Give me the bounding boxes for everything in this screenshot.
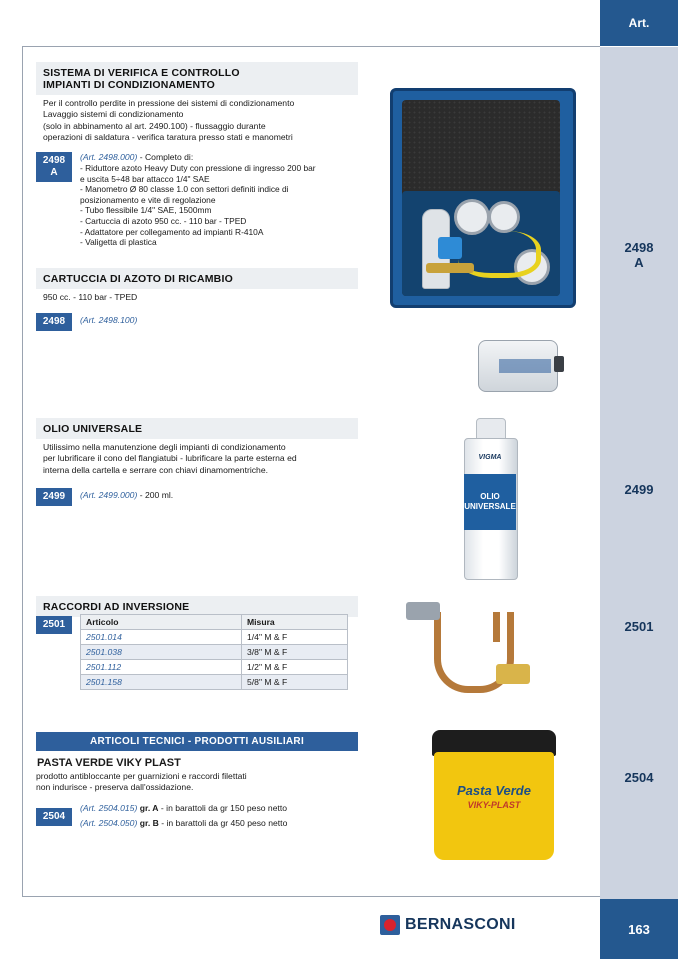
desc-line: prodotto antibloccante per guarnizioni e raccordi filettati bbox=[36, 771, 247, 781]
section-title-pasta: PASTA VERDE VIKY PLAST bbox=[37, 757, 181, 769]
verifica-spec-block bbox=[80, 152, 370, 248]
code-badge-2504[interactable] bbox=[36, 806, 72, 826]
title-line-1: SISTEMA DI VERIFICA E CONTROLLO bbox=[43, 67, 240, 79]
page-number: 163 bbox=[600, 899, 678, 959]
section-desc-cartuccia: 950 cc. - 110 bar - TPED bbox=[43, 292, 138, 302]
code-badge-2498[interactable] bbox=[36, 311, 72, 331]
section-title-verifica bbox=[36, 62, 358, 95]
product-image-pasta-verde-jar bbox=[432, 730, 556, 862]
code-value: 2501 bbox=[36, 616, 72, 634]
pasta-grade: gr. B bbox=[139, 818, 159, 828]
cell-articolo: 2501.158 bbox=[81, 675, 242, 690]
cell-misura: 5/8" M & F bbox=[242, 675, 348, 690]
regulator-body bbox=[438, 237, 462, 259]
desc-line: operazioni di saldatura - verifica taratura presso stati e manometri bbox=[43, 132, 293, 143]
bottom-rule bbox=[22, 896, 600, 897]
cell-misura: 1/4" M & F bbox=[242, 630, 348, 645]
art-ref-tail: - Completo di: bbox=[139, 152, 194, 162]
pasta-row-a bbox=[80, 803, 287, 814]
section-olio bbox=[36, 418, 358, 476]
rail-divider bbox=[600, 46, 678, 47]
page-side-index bbox=[600, 0, 678, 959]
art-ref: (Art. 2499.000) bbox=[80, 490, 138, 500]
product-image-nitrogen-cartridge bbox=[470, 330, 564, 402]
case-tray bbox=[402, 191, 560, 296]
section-title-raccordi: RACCORDI AD INVERSIONE bbox=[36, 596, 358, 617]
code-value: 2504 bbox=[36, 808, 72, 826]
code-suffix: A bbox=[50, 167, 58, 178]
spec-item: - Adattatore per collegamento ad impianti R-410A bbox=[80, 226, 264, 237]
art-ref: (Art. 2504.050) bbox=[80, 818, 138, 828]
raccordi-table bbox=[80, 614, 348, 690]
rail-header: Art. bbox=[600, 0, 678, 46]
code-badge-2498a[interactable] bbox=[36, 152, 72, 182]
desc-line: interna della cartella e serrare con chiavi dinamomentriche. bbox=[43, 464, 268, 475]
pressure-gauge-icon bbox=[488, 201, 520, 233]
spec-item: posizionamento e vite di regolazione bbox=[80, 194, 216, 205]
bernasconi-logo-icon bbox=[380, 915, 400, 935]
spec-item: - Riduttore azoto Heavy Duty con pressione di ingresso 200 bar bbox=[80, 163, 316, 173]
pasta-text: - in barattoli da gr 150 peso netto bbox=[160, 803, 288, 813]
section-desc-olio bbox=[36, 439, 358, 476]
pasta-row-b bbox=[80, 818, 287, 829]
rail-item-suffix: A bbox=[634, 255, 644, 270]
table-row bbox=[81, 645, 348, 660]
jar-label-sub: VIKY-PLAST bbox=[467, 800, 521, 810]
code-value: 2499 bbox=[36, 488, 72, 506]
desc-line: Per il controllo perdite in pressione dei sistemi di condizionamento bbox=[43, 98, 295, 108]
col-articolo: Articolo bbox=[81, 615, 242, 630]
desc-line: Lavaggio sistemi di condizionamento bbox=[43, 109, 184, 120]
desc-line: per lubrificare il cono del flangiatubi - lubrificare la parte esterna ed bbox=[43, 453, 297, 464]
jar-label-main: Pasta Verde bbox=[457, 783, 531, 798]
rail-item-2498[interactable] bbox=[600, 240, 678, 270]
brand-logo bbox=[380, 915, 516, 935]
title-line-2: IMPIANTI DI CONDIZIONAMENTO bbox=[43, 79, 216, 91]
product-image-raccordo-inversione bbox=[400, 600, 560, 696]
pasta-text: - in barattoli da gr 450 peso netto bbox=[161, 818, 288, 828]
rail-item-code: 2498 bbox=[624, 240, 654, 255]
desc-line: Utilissimo nella manutenzione degli impianti di condizionamento bbox=[43, 442, 286, 452]
spec-list bbox=[80, 163, 370, 248]
brand-name: BERNASCONI bbox=[405, 916, 516, 933]
desc-line: (solo in abbinamento al art. 2490.100) - flussaggio durante bbox=[43, 120, 266, 131]
spec-item: e uscita 5÷48 bar attacco 1/4" SAE bbox=[80, 173, 210, 184]
olio-art-ref-line bbox=[80, 490, 173, 501]
rail-item-code: 2501 bbox=[624, 619, 654, 634]
spec-item: - Cartuccia di azoto 950 cc. - 110 bar - TPED bbox=[80, 215, 247, 226]
can-label-line-2: UNIVERSALE bbox=[464, 502, 516, 511]
art-ref-tail: - 200 ml. bbox=[139, 490, 174, 500]
code-badge-2499[interactable] bbox=[36, 486, 72, 506]
code-value: 2498 bbox=[42, 155, 66, 166]
art-ref: (Art. 2504.015) bbox=[80, 803, 138, 813]
pasta-grade: gr. A bbox=[139, 803, 159, 813]
section-title-olio: OLIO UNIVERSALE bbox=[36, 418, 358, 439]
can-label-line-1: OLIO bbox=[480, 492, 500, 501]
rail-item-2499[interactable] bbox=[600, 482, 678, 497]
table-row bbox=[81, 675, 348, 690]
desc-line: non indurisce - preserva dall'ossidazione. bbox=[36, 782, 194, 792]
brass-fitting bbox=[426, 263, 474, 273]
rail-item-2501[interactable] bbox=[600, 619, 678, 634]
can-label bbox=[464, 474, 516, 530]
left-rule bbox=[22, 46, 23, 896]
spec-item: - Valigetta di plastica bbox=[80, 237, 157, 248]
section-cartuccia bbox=[36, 268, 358, 303]
rail-item-2504[interactable] bbox=[600, 770, 678, 785]
spec-item: - Tubo flessibile 1/4" SAE, 1500mm bbox=[80, 205, 212, 216]
cell-misura: 1/2" M & F bbox=[242, 660, 348, 675]
cell-articolo: 2501.038 bbox=[81, 645, 242, 660]
rail-item-code: 2499 bbox=[624, 482, 654, 497]
cell-articolo: 2501.014 bbox=[81, 630, 242, 645]
table-row bbox=[81, 660, 348, 675]
section-title-cartuccia: CARTUCCIA DI AZOTO DI RICAMBIO bbox=[36, 268, 358, 289]
art-ref: (Art. 2498.000) bbox=[80, 152, 138, 162]
code-value: 2498 bbox=[36, 313, 72, 331]
rail-item-code: 2504 bbox=[624, 770, 654, 785]
can-brand: VIGMA bbox=[478, 454, 502, 461]
col-misura: Misura bbox=[242, 615, 348, 630]
section-pasta bbox=[36, 732, 358, 793]
section-desc-verifica bbox=[36, 95, 358, 144]
cell-misura: 3/8" M & F bbox=[242, 645, 348, 660]
section-verifica bbox=[36, 62, 358, 144]
top-rule bbox=[22, 46, 600, 47]
pressure-gauge-icon bbox=[454, 199, 490, 235]
product-image-olio-universale-can bbox=[462, 418, 518, 580]
grey-fitting bbox=[406, 602, 440, 620]
section-desc-pasta bbox=[36, 769, 358, 793]
spec-item: - Manometro Ø 80 classe 1.0 con settori definiti indice di bbox=[80, 184, 289, 195]
section-banner-ausiliari: ARTICOLI TECNICI - PRODOTTI AUSILIARI bbox=[36, 732, 358, 751]
art-ref-line bbox=[80, 152, 370, 163]
table-header-row bbox=[81, 615, 348, 630]
cartuccia-art-ref: (Art. 2498.100) bbox=[80, 315, 138, 325]
table-row bbox=[81, 630, 348, 645]
cell-articolo: 2501.112 bbox=[81, 660, 242, 675]
product-image-nitrogen-kit-case bbox=[390, 88, 570, 308]
brass-nut bbox=[496, 664, 530, 684]
code-badge-2501[interactable] bbox=[36, 614, 72, 634]
